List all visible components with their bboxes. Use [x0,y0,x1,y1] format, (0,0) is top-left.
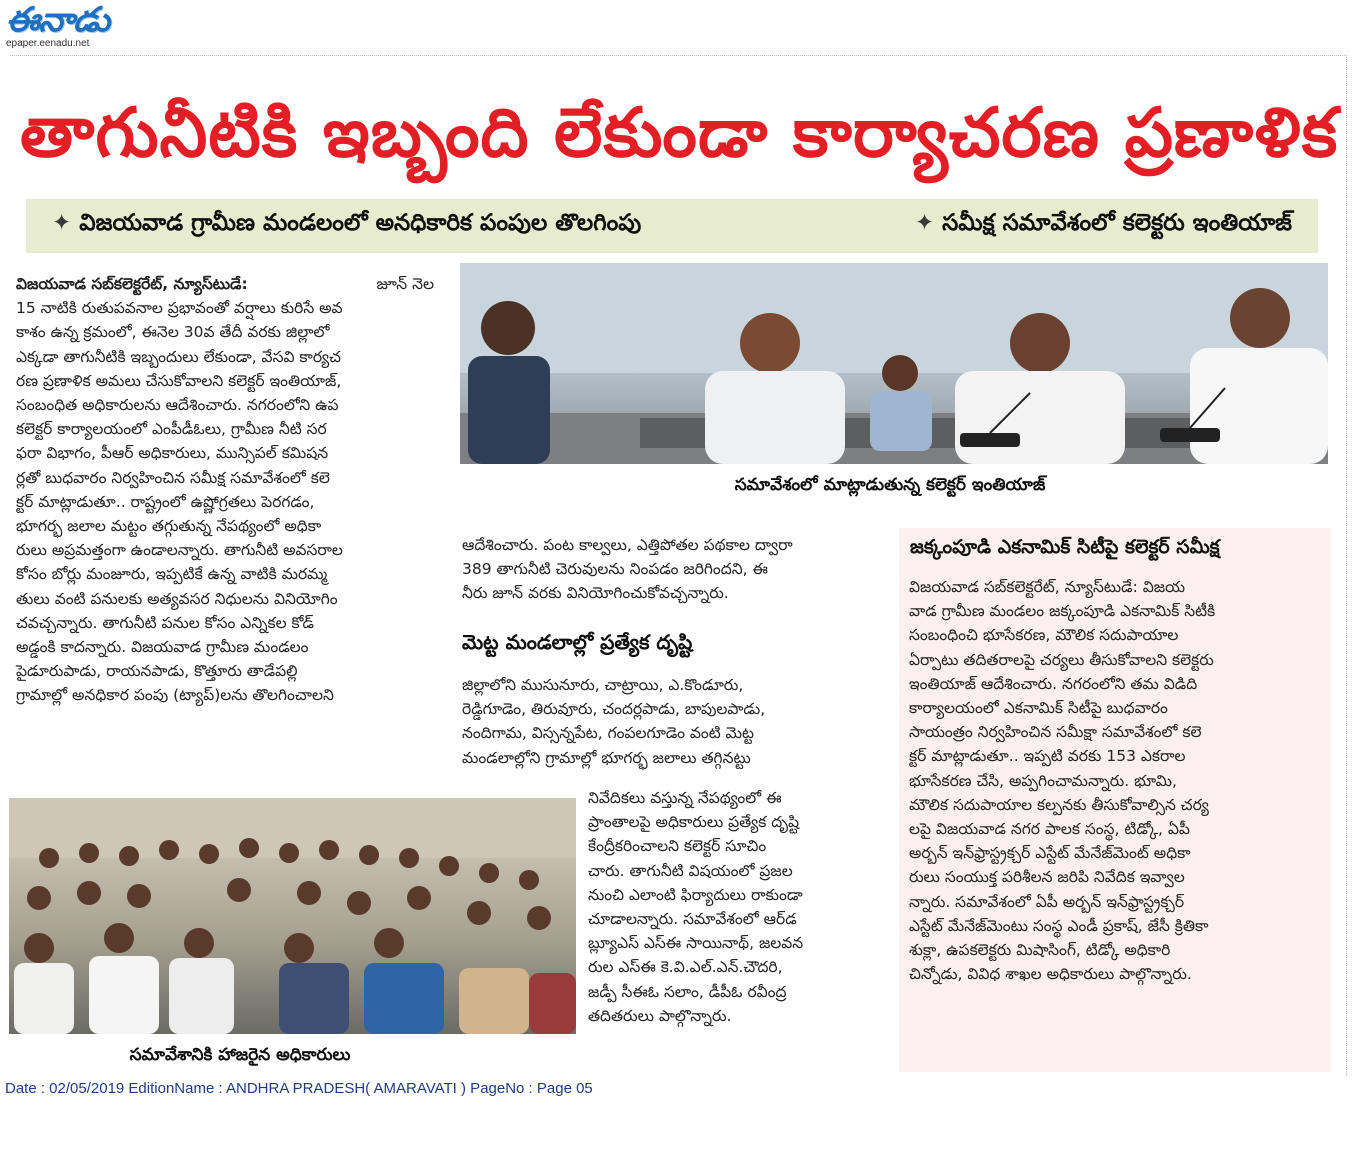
article-line: క్టర్‌ మాట్లాడుతూ.. ఇప్పటి వరకు 153 ఎకరాల [909,747,1186,766]
article-line: ఏర్పాటు తదితరాలపై చర్యలు తీసుకోవాలని కలెక్టరు [909,650,1214,669]
article-line: పైడూరుపాడు, రాయనపాడు, కొత్తూరు తాడేపల్లి [16,662,298,681]
article-line: నుంచి ఎలాంటి ఫిర్యాదులు రాకుండా [588,885,803,904]
eenadu-logo: ఈనాడు [6,0,110,40]
subhead-2 [915,210,1292,242]
article-line: మండలాల్లోని గ్రామాల్లో భూగర్భ జలాలు తగ్గినట్టు [462,748,751,767]
article-line: రులు సంయుక్త పరిశీలన జరిపి నివేదిక ఇవ్వాల [909,868,1185,887]
section-subheading: మెట్ట మండలాల్లో ప్రత్యేక దృష్టి [462,630,693,654]
article-line: జూన్‌ నెల [376,275,434,293]
article-body-2b [462,673,882,770]
article-line: అడ్డంకి కాదన్నారు. విజయవాడ గ్రామీణ మండలం [16,638,309,657]
article-line: ఫరా విభాగం, పీఆర్‌ అధికారులు, మున్సిపల్‌ కమిషన [16,444,329,463]
article-line: ర్లతో బుధవారం నిర్వహించిన సమీక్ష సమావేశంలో కలె [16,468,330,487]
article-line: సంబంధిత అధికారులను ఆదేశించారు. నగరంలోని ఉప [16,396,339,415]
article-line: జిల్లాలోని ముసునూరు, చాట్రాయి, ఎ.కొండూరు, [462,676,744,694]
article-line: కోసం బోర్లు మంజూరు, ఇప్పటికే ఉన్న వాటికి మరమ్మ [16,565,328,584]
article-line: వాడ గ్రామీణ మండలం జక్కంపూడి ఎకనామిక్‌ సిటీకి [909,602,1216,621]
article-line: లపై విజయవాడ నగర పాలక సంస్థ, టిడ్కో, ఏపీ [909,820,1190,839]
article-line: చిన్నోడు, వివిధ శాఖల అధికారులు పాల్గొన్నారు. [909,965,1192,984]
article-column-2b [462,673,882,770]
article-body-1 [16,296,434,707]
photo-officials-audience [9,798,576,1034]
article-first-line [16,272,434,296]
article-column-2 [462,533,882,606]
article-line: ఆదేశించారు. పంట కాల్వలు, ఎత్తిపోతల పథకాల ద్వారా [462,536,793,554]
article-line: న్నారు. సమావేశంలో ఏపీ అర్బన్‌ ఇన్‌ఫ్రాస్ట్రక్చర్‌ [909,892,1185,911]
article-line: ఇంతియాజ్‌ ఆదేశించారు. నగరంలోని తమ విడిది [909,674,1198,693]
subhead-2-text: సమీక్ష సమావేశంలో కలెక్టరు ఇంతియాజ్ [942,210,1292,236]
article-line: కాశం ఉన్న క్రమంలో, ఈనెల 30వ తేదీ వరకు జిల్లాలో [16,323,330,342]
article-line: రణ ప్రణాళిక అమలు చేసుకోవాలని కలెక్టర్‌ ఇంతియాజ్‌, [16,371,342,390]
photo-collector-meeting [460,263,1328,464]
article-line: జడ్పీ సీఈఓ సలాం, డీపీఓ రవీంద్ర [588,982,787,1001]
article-line: తదితరులు పాల్గొన్నారు. [588,1006,732,1025]
article-line: గ్రామాల్లో అనధికార పంపు (ట్యాప్‌)లను తొలగించాలని [16,686,334,705]
article-line: మౌలిక సదుపాయాల కల్పనకు తీసుకోవాల్సిన చర్య [909,795,1209,814]
article-line: భూగర్భ జలాల మట్టం తగ్గుతున్న నేపథ్యంలో అధికా [16,517,322,536]
article-column-3 [588,786,882,1028]
headline: తాగునీటికి ఇబ్బంది లేకుండా కార్యాచరణ ప్రణాళిక [20,94,1339,173]
article-line: శుక్లా, ఉపకలెక్టరు మిషాసింగ్‌, టిడ్కో అధికారి [909,941,1171,960]
photo2-caption: సమావేశానికి హాజరైన అధికారులు [129,1045,351,1065]
bullet-icon: ✦ [914,210,935,236]
article-dateline: విజయవాడ సబ్‌కలెక్టరేట్‌, న్యూస్‌టుడే: [16,275,248,293]
subhead-1-text: విజయవాడ గ్రామీణ మండలంలో అనధికారిక పంపుల తొలగింపు [79,210,642,236]
sidebar-story-title: జక్కంపూడి ఎకనామిక్‌ సిటీపై కలెక్టర్‌ సమీక్ష [910,536,1220,558]
article-line: చారు. తాగునీటి విషయంలో ప్రజల [588,861,793,880]
article-line: సంబంధించి భూసేకరణ, మౌలిక సదుపాయాల [909,626,1179,645]
article-line: క్టర్‌ మాట్లాడుతూ.. రాష్ట్రంలో ఉష్ణోగ్రతలు పెరగడం, [16,492,315,511]
article-line: రుల ఎస్‌ఈ కె.వి.ఎల్‌.ఎన్‌.చౌదరి, [588,958,783,977]
article-line: అర్బన్‌ ఇన్‌ఫ్రాస్ట్రక్చర్‌ ఎస్టేట్‌ మేనేజ్‌మెంట్‌ అధికా [909,844,1191,863]
article-line: ప్రాంతాలపై అధికారులు ప్రత్యేక దృష్టి [588,813,800,832]
article-line: రెడ్డిగూడెం, తిరువూరు, చందర్లపాడు, బాపులపాడు, [462,700,766,719]
sidebar-story-text [909,575,1319,986]
bullet-icon: ✦ [52,210,72,236]
article-line: చవచ్చన్నారు. తాగునీటి పనుల కోసం ఎన్నికల కోడ్‌ [16,613,314,632]
article-column-1 [16,272,434,708]
article-line: ఎస్టేట్‌ మేనేజ్‌మెంటు సంస్థ ఎండీ ప్రకాష్‌, జేసీ క్రితికా [909,916,1209,935]
article-line: ఎక్కడా తాగునీటికి ఇబ్బందులు లేకుండా, వేసవి కార్యచ [16,347,341,366]
article-line: తులు వంటి పనులకు అత్యవసర నిధులను వినియోగిం [16,589,338,608]
article-line: విజయవాడ సబ్‌కలెక్టరేట్‌, న్యూస్‌టుడే: విజయ [909,578,1186,596]
article-line: కలెక్టర్‌ కార్యాలయంలో ఎంపీడీఓలు, గ్రామీణ నీటి సర [16,420,327,439]
article-body-2a [462,533,882,606]
article-line: నివేదికలు వస్తున్న నేపథ్యంలో ఈ [588,789,782,807]
article-line: రులు అప్రమత్తంగా ఉండాలన్నారు. తాగునీటి అవసరాల [16,541,343,560]
article-line: చూడాలన్నారు. సమావేశంలో ఆర్‌డ [588,910,797,929]
article-line: భూసేకరణ చేసి, అప్పగించామన్నారు. భూమి, [909,771,1177,790]
article-line: కార్యాలయంలో ఎకనామిక్‌ సిటీపై బుధవారం [909,699,1168,718]
sidebar-story-body [909,575,1319,986]
site-url[interactable]: epaper.eenadu.net [6,38,90,49]
article-line: నీరు జూన్‌ వరకు వినియోగించుకోవచ్చన్నారు. [462,584,729,603]
photo1-caption: సమావేశంలో మాట్లాడుతున్న కలెక్టర్‌ ఇంతియాజ్‌ [734,475,1046,495]
edition-footer: Date : 02/05/2019 EditionName : ANDHRA PRADESH( AMARAVATI ) PageNo : Page 05 [5,1080,593,1097]
article-body-3 [588,786,882,1028]
article-line: బ్ల్యూఎస్‌ ఎస్‌ఈ సాయినాథ్‌, జలవన [588,934,804,953]
subhead-1 [52,210,641,242]
article-line: సాయంత్రం నిర్వహించిన సమీక్షా సమావేశంలో కలె [909,723,1202,742]
article-line: 389 తాగునీటి చెరువులను నింపడం జరిగిందని, ఈ [462,560,768,579]
article-line: నందిగామ, విస్సన్నపేట, గంపలగూడెం వంటి మెట్ట [462,724,755,743]
article-line: 15 నాటికి రుతుపవనాల ప్రభావంతో వర్షాలు కురిసే అవ [16,299,343,318]
article-line: కేంద్రీకరించాలని కలెక్టర్‌ సూచిం [588,837,767,856]
subhead-strip [26,199,1318,253]
